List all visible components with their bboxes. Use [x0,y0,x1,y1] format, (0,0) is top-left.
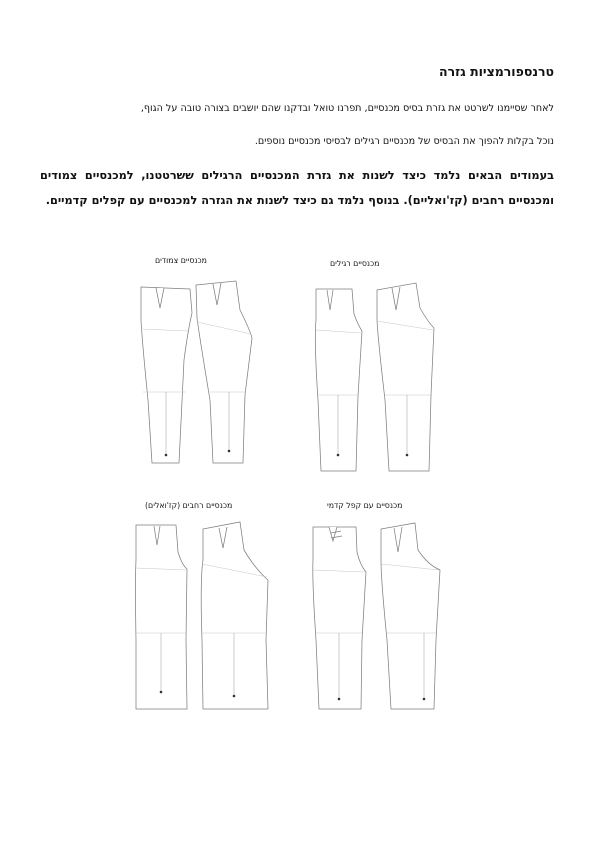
intro-paragraph: בעמודים הבאים נלמד כיצד לשנות את גזרת המכנסיים הרגילים ששרטטנו, למכנסיים צמודים ומכנסיים רחבים (קז'ואליים). בנוסף נלמד גם כיצד לשנות את הגזרה למכנסיים עם קפלים קדמיים. [40,169,554,207]
pattern-slim-front [141,287,192,463]
pattern-slim-back [196,281,252,463]
pattern-wide-front [136,525,188,709]
paragraph-1: לאחר שסיימנו לשרטט את גזרת בסיס מכנסיים, תפרנו טואל ובדקנו שהם יושבים בצורה טובה על הגוף, [140,103,554,114]
page-title: טרנספורמציות גזרה [439,64,554,79]
caption-regular-pants: מכנסיים רגילים [330,259,380,268]
caption-wide-pants: מכנסיים רחבים (קז'ואלים) [145,501,233,510]
pattern-pleated-back [381,523,440,709]
pattern-wide-back [201,522,268,709]
caption-slim-pants: מכנסיים צמודים [155,256,207,265]
caption-pleated-pants: מכנסיים עם קפל קדמי [327,501,403,510]
pattern-regular-back [377,283,434,471]
pattern-regular-front [315,289,362,471]
paragraph-2: נוכל בקלות להפוך את הבסיס של מכנסיים רגילים לבסיסי מכנסיים נוספים. [254,136,554,147]
pattern-pleated-front [313,527,366,709]
